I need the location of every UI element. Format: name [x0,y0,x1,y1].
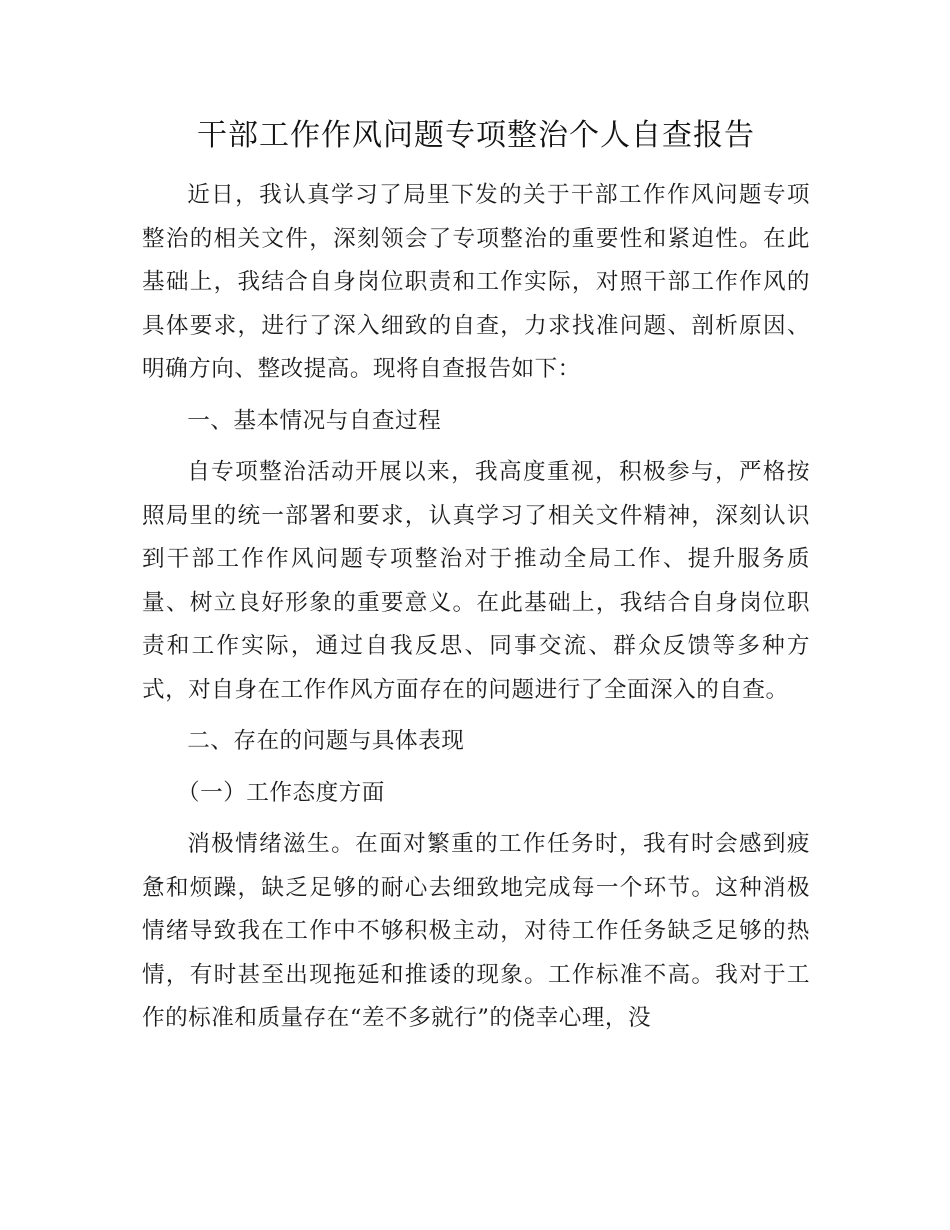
document-title: 干部工作作风问题专项整治个人自查报告 [197,118,755,153]
section-2-heading: 二、存在的问题与具体表现 [187,728,465,754]
section-2-sub-1-paragraph: 消极情绪滋生。在面对繁重的工作任务时，我有时会感到疲惫和烦躁，缺乏足够的耐心去细致地完成每一个环节。这种消极情绪导致我在工作中不够积极主动，对待工作任务缺乏足够的热情，有时甚至出现拖延和推诿的现象。工作标准不高。我对于工作的标准和质量存在“差不多就行”的侥幸心理，没 [142,831,810,1031]
document-page [142,108,810,1041]
section-2-subheading-1: （一）工作态度方面 [177,779,385,806]
intro-paragraph: 近日，我认真学习了局里下发的关于干部工作作风问题专项整治的相关文件，深刻领会了专项整治的重要性和紧迫性。在此基础上，我结合自身岗位职责和工作实际，对照干部工作作风的具体要求，进行了深入细致的自查，力求找准问题、剖析原因、明确方向、整改提高。现将自查报告如下： [142,182,810,382]
section-1-paragraph: 自专项整治活动开展以来，我高度重视，积极参与，严格按照局里的统一部署和要求，认真学习了相关文件精神，深刻认识到干部工作作风问题专项整治对于推动全局工作、提升服务质量、树立良好形象的重要意义。在此基础上，我结合自身岗位职责和工作实际，通过自我反思、同事交流、群众反馈等多种方式，对自身在工作作风方面存在的问题进行了全面深入的自查。 [142,459,810,703]
section-1-heading: 一、基本情况与自查过程 [187,407,442,434]
